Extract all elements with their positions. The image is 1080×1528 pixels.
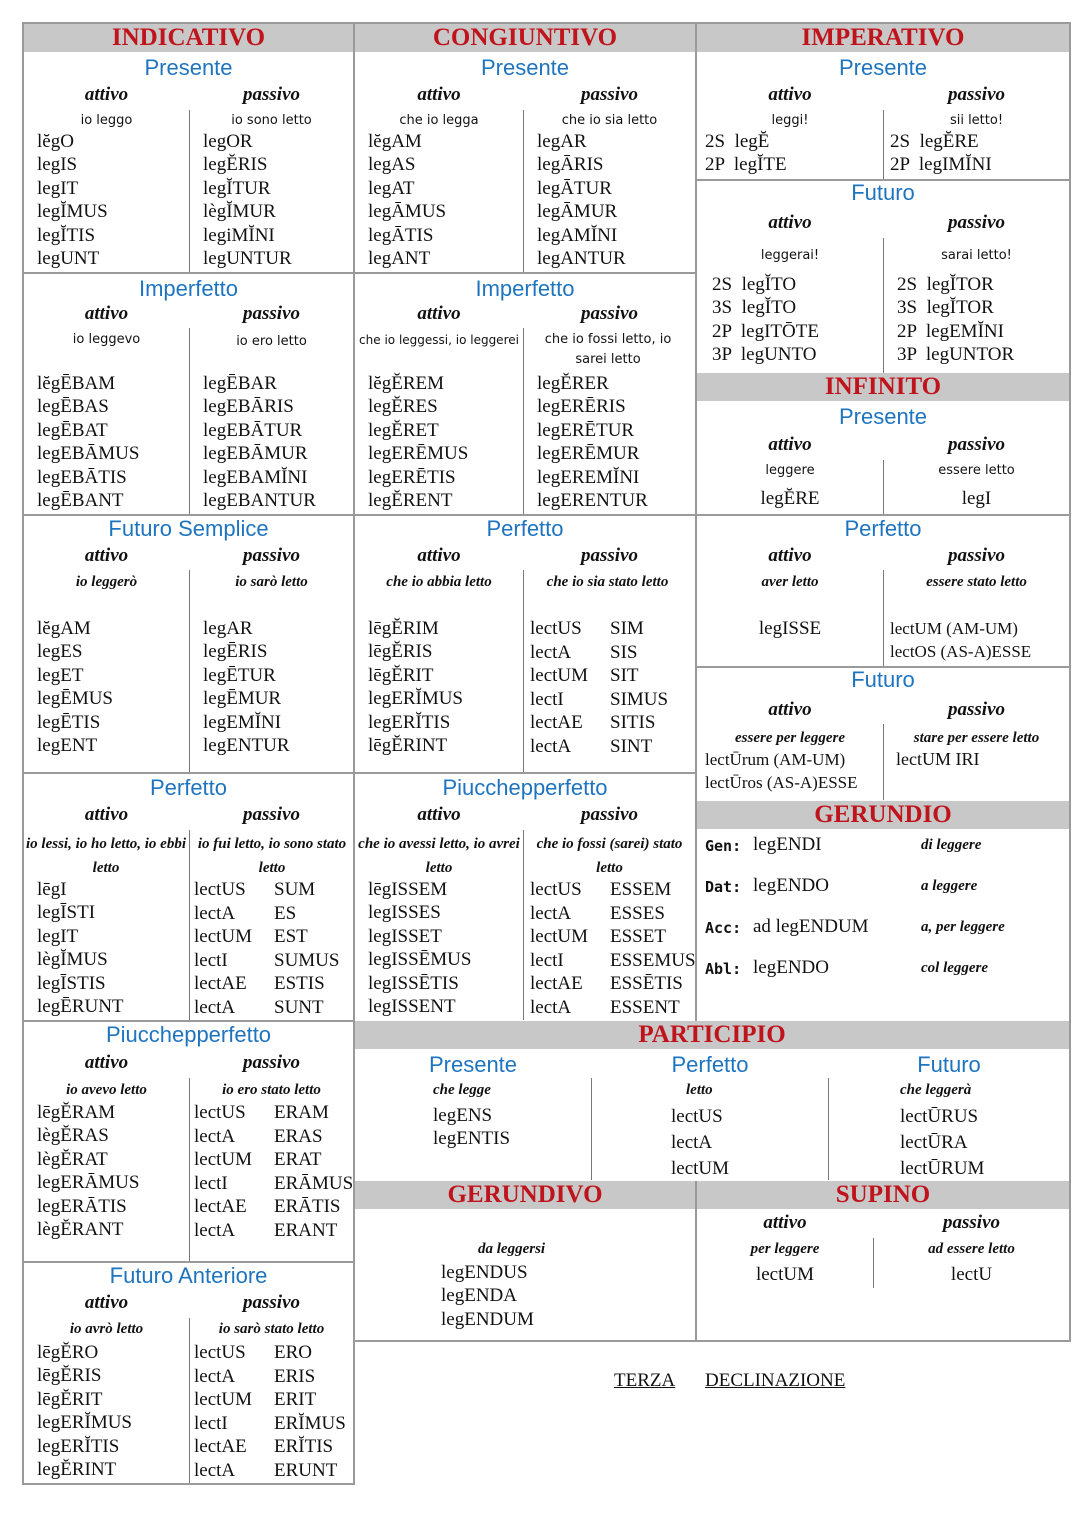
imp-fut-tr-a: leggerai! <box>760 248 820 263</box>
label-attivo: attivo <box>768 699 812 720</box>
ind-ppf-attivo: lēgĔRAM lègĔRAS lègĔRAT legERĀMUS legERĀTIS lègĔRANT <box>37 1102 140 1241</box>
passive-row <box>194 1195 353 1219</box>
passive-row <box>530 711 668 735</box>
part-pres-forms: legENS legENTIS <box>433 1105 511 1150</box>
label-attivo: attivo <box>84 303 129 324</box>
label-passivo: passivo <box>581 303 638 324</box>
cong-ppf-attivo: lēgISSEM legISSES legISSET legISSĒMUS legISSĒTIS legISSENT <box>368 879 472 1018</box>
footer-word-terza: TERZA <box>614 1370 676 1391</box>
inf-fut-passivo: lectUM IRI <box>896 749 980 769</box>
case-label: Gen: <box>705 837 742 855</box>
participle: lectA <box>194 996 236 1018</box>
participle: lectUS <box>194 1342 246 1363</box>
label-attivo: attivo <box>417 84 461 105</box>
gerundio-row <box>705 916 1065 957</box>
ind-fut-title: Futuro Semplice <box>108 516 269 541</box>
label-passivo: passivo <box>581 804 638 825</box>
ind-impf-title: Imperfetto <box>138 276 239 301</box>
passive-row <box>194 972 339 996</box>
supino-tr-a: per leggere <box>750 1241 820 1257</box>
participle: lectAE <box>530 712 583 733</box>
participle: lectI <box>530 688 564 710</box>
label-attivo: attivo <box>768 545 812 566</box>
auxiliary: ESSEMUS <box>610 949 696 971</box>
gerundio-row <box>705 957 1065 998</box>
cong-pres-title: Presente <box>480 55 570 80</box>
passive-row <box>530 688 668 712</box>
auxiliary: ESSES <box>610 902 665 924</box>
imp-fut-title: Futuro <box>851 180 915 205</box>
participle: lectA <box>194 1125 236 1147</box>
header-supino: SUPINO <box>697 1181 1069 1209</box>
label-attivo: attivo <box>84 84 129 105</box>
passive-row <box>530 664 668 688</box>
header-infinito: INFINITO <box>697 373 1069 401</box>
auxiliary: SITIS <box>610 712 656 733</box>
label-attivo: attivo <box>768 84 812 105</box>
cong-pres-passivo: legAR legĀRIS legĀTUR legĀMUR legAMĬNI legANTUR <box>537 131 626 270</box>
ind-fut-tr-p: io sarò letto <box>235 574 308 590</box>
passive-row <box>194 902 339 926</box>
imp-pres-tr-p: sii letto! <box>949 113 1004 128</box>
label-passivo: passivo <box>243 303 300 324</box>
label-passivo: passivo <box>243 545 300 566</box>
ind-ppf-tr-a: io avevo letto <box>66 1082 147 1098</box>
ind-ppf-passivo <box>194 1101 353 1242</box>
ind-fut-passivo: legAR legĒRIS legĒTUR legĒMUR legEMĬNI legENTUR <box>203 618 290 757</box>
auxiliary: SIS <box>610 641 638 663</box>
gerundio-translation: a leggere <box>921 878 978 894</box>
participle: lectUM <box>194 1389 253 1410</box>
inf-pres-attivo: legĔRE <box>760 488 820 509</box>
participle: lectUS <box>194 1102 246 1123</box>
participle: lectUM <box>530 665 589 686</box>
auxiliary: EST <box>274 926 308 947</box>
label-attivo: attivo <box>417 804 461 825</box>
header-gerundio: GERUNDIO <box>697 801 1069 829</box>
passive-row <box>530 972 696 996</box>
auxiliary: ERAS <box>274 1125 323 1147</box>
label-passivo: passivo <box>948 212 1005 233</box>
inf-fut-attivo: lectŪrum (AM-UM) lectŪros (AS-A)ESSE <box>705 750 858 793</box>
participle: lectAE <box>530 973 583 994</box>
auxiliary: SUMUS <box>274 949 340 971</box>
inf-perf-passivo: lectUM (AM-UM) lectOS (AS-A)ESSE <box>890 619 1032 662</box>
participle: lectUM <box>194 926 253 947</box>
divider <box>695 1181 697 1341</box>
cong-perf-passivo <box>530 617 668 758</box>
case-label: Acc: <box>705 919 742 937</box>
imp-pres-attivo: 2S legĔ 2P legĬTE <box>705 131 787 176</box>
ind-pres-attivo: lĕgO legIS legIT legĬMUS legĬTIS legUNT <box>37 131 108 270</box>
auxiliary: SIMUS <box>610 688 669 710</box>
label-attivo: attivo <box>417 303 461 324</box>
auxiliary: ESSEM <box>610 879 672 900</box>
participle: lectI <box>194 949 228 971</box>
imp-fut-attivo: 2S legĬTO 3S legĬTO 2P legITŌTE 3P legUNTO <box>712 274 819 366</box>
ind-futant-passivo <box>194 1341 346 1482</box>
passive-row <box>530 878 696 902</box>
label-attivo: attivo <box>768 212 812 233</box>
imp-pres-passivo: 2S legĔRE 2P legIMĬNI <box>890 131 992 176</box>
inf-fut-tr-p: stare per essere letto <box>913 730 1040 746</box>
ind-impf-attivo: lĕgĒBAM legĒBAS legĒBAT legEBĀMUS legEBĀTIS legĒBANT <box>37 373 140 512</box>
label-passivo: passivo <box>948 434 1005 455</box>
ind-futant-attivo: lēgĔRO lēgĔRIS lēgĔRIT legERĬMUS legERĬTIS legĔRINT <box>37 1342 132 1481</box>
participle: lectAE <box>194 1196 247 1217</box>
imp-pres-title: Presente <box>838 55 928 80</box>
label-passivo: passivo <box>948 545 1005 566</box>
label-passivo: passivo <box>581 84 638 105</box>
part-perf-forms: lectUS lectA lectUM <box>671 1106 730 1179</box>
inf-perf-tr-p: essere stato letto <box>926 574 1027 590</box>
passive-row <box>194 949 339 973</box>
participle: lectUM <box>194 1149 253 1170</box>
gerundio-form: legENDO <box>753 875 829 896</box>
participle: lectA <box>530 902 572 924</box>
auxiliary: SUM <box>274 879 316 900</box>
ind-impf-tr-a: io leggevo <box>72 332 141 347</box>
cong-ppf-tr-p: che io fossi (sarei) stato letto <box>536 836 683 876</box>
cong-impf-attivo: lĕgĔREM legĔRES legĔRET legERĒMUS legERĒTIS legĔRENT <box>368 373 469 512</box>
gerundio-translation: col leggere <box>921 960 989 976</box>
passive-row <box>194 925 339 949</box>
cong-impf-tr-a: che io leggessi, io leggerei <box>359 333 519 347</box>
ind-impf-tr-p: io ero letto <box>236 334 307 349</box>
passive-row <box>194 1172 353 1196</box>
cong-perf-tr-a: che io abbia letto <box>386 574 492 590</box>
ind-pres-title: Presente <box>144 55 233 80</box>
auxiliary: ERĬMUS <box>274 1412 346 1434</box>
label-attivo: attivo <box>84 1292 129 1313</box>
cong-pres-tr-p: che io sia letto <box>561 113 658 128</box>
auxiliary: ERĀTIS <box>274 1196 341 1217</box>
inf-pres-tr-p: essere letto <box>938 463 1015 478</box>
ind-pres-tr-a: io leggo <box>80 113 133 128</box>
gerundivo-tr: da leggersi <box>478 1241 546 1257</box>
passive-row <box>530 902 696 926</box>
imp-pres-tr-a: leggi! <box>771 113 809 128</box>
participle: lectUM <box>530 926 589 947</box>
header-participio: PARTICIPIO <box>355 1021 1069 1049</box>
label-passivo: passivo <box>243 804 300 825</box>
cong-ppf-title: Piucchepperfetto <box>442 775 608 800</box>
auxiliary: ESSENT <box>610 996 680 1018</box>
ind-perf-attivo: lēgI legĪSTI legIT lègĬMUS legĪSTIS legĒRUNT <box>37 879 124 1018</box>
auxiliary: ERANT <box>274 1219 338 1241</box>
passive-row <box>530 617 668 641</box>
passive-row <box>194 996 339 1020</box>
gerundio-row <box>705 875 1065 916</box>
ind-impf-passivo: legĒBAR legEBĀRIS legEBĀTUR legEBĀMUR legEBAMĬNI legEBANTUR <box>203 373 316 512</box>
case-label: Abl: <box>705 960 742 978</box>
label-passivo: passivo <box>581 545 638 566</box>
passive-row <box>194 1365 346 1389</box>
header-congiuntivo: CONGIUNTIVO <box>355 24 695 52</box>
auxiliary: ERIT <box>274 1389 317 1410</box>
header-indicativo: INDICATIVO <box>24 24 353 52</box>
gerundio-translation: a, per leggere <box>921 919 1005 935</box>
inf-perf-attivo: legISSE <box>758 618 822 639</box>
cong-pres-attivo: lĕgAM legAS legAT legĀMUS legĀTIS legANT <box>368 131 447 270</box>
participle: lectUS <box>530 618 582 639</box>
participle: lectA <box>530 641 572 663</box>
ind-perf-tr-a: io lessi, io ho letto, io ebbi letto <box>26 836 186 876</box>
label-attivo: attivo <box>84 1052 129 1073</box>
cong-perf-tr-p: che io sia stato letto <box>546 574 669 590</box>
participle: lectI <box>194 1172 228 1194</box>
ind-fut-tr-a: io leggerò <box>75 574 138 590</box>
supino-attivo: lectUM <box>755 1264 815 1285</box>
label-passivo: passivo <box>948 699 1005 720</box>
participle: lectI <box>194 1412 228 1434</box>
inf-fut-title: Futuro <box>851 667 915 692</box>
passive-row <box>530 996 696 1020</box>
inf-perf-title: Perfetto <box>844 516 922 541</box>
label-passivo: passivo <box>243 84 300 105</box>
part-fut-title: Futuro <box>917 1052 981 1077</box>
auxiliary: ES <box>274 902 297 924</box>
ind-futant-tr-a: io avrò letto <box>69 1321 144 1337</box>
auxiliary: ERĀMUS <box>274 1172 354 1194</box>
gerundio-form: legENDO <box>753 957 829 978</box>
part-fut-tr: che leggerà <box>900 1082 972 1098</box>
passive-row <box>194 1459 346 1483</box>
passive-row <box>194 1341 346 1365</box>
cong-impf-title: Imperfetto <box>475 276 575 301</box>
inf-pres-tr-a: leggere <box>765 463 815 478</box>
label-attivo: attivo <box>417 545 461 566</box>
supino-passivo: lectU <box>950 1264 993 1285</box>
part-fut-forms: lectŪRUS lectŪRA lectŪRUM <box>900 1106 985 1179</box>
part-pres-title: Presente <box>428 1052 518 1077</box>
auxiliary: ESSĒTIS <box>610 973 683 994</box>
auxiliary: ERĬTIS <box>274 1436 334 1457</box>
label-attivo: attivo <box>763 1212 807 1233</box>
participle: lectA <box>194 902 236 924</box>
label-attivo: attivo <box>84 545 129 566</box>
passive-row <box>194 1125 353 1149</box>
passive-row <box>194 878 339 902</box>
passive-row <box>194 1101 353 1125</box>
auxiliary: ESSET <box>610 926 666 947</box>
cong-perf-title: Perfetto <box>486 516 564 541</box>
ind-perf-title: Perfetto <box>149 775 228 800</box>
imp-fut-passivo: 2S legĬTOR 3S legĬTOR 2P legEMĬNI 3P legUNTOR <box>897 274 1015 366</box>
footer-word-declinazione: DECLINAZIONE <box>705 1370 846 1391</box>
auxiliary: ESTIS <box>274 973 325 994</box>
cong-pres-tr-a: che io legga <box>399 113 479 128</box>
passive-row <box>530 925 696 949</box>
cong-ppf-passivo <box>530 878 696 1019</box>
participle: lectA <box>530 735 572 757</box>
gerundio-form: legENDI <box>753 834 822 855</box>
auxiliary: ERAT <box>274 1149 322 1170</box>
participle: lectA <box>194 1459 236 1481</box>
ind-fut-attivo: lĕgAM legES legET legĒMUS legĒTIS legENT <box>37 618 113 757</box>
passive-row <box>530 735 668 759</box>
participle: lectA <box>194 1365 236 1387</box>
label-passivo: passivo <box>943 1212 1000 1233</box>
part-pres-tr: che legge <box>433 1082 491 1098</box>
label-passivo: passivo <box>243 1052 300 1073</box>
inf-fut-tr-a: essere per leggere <box>735 730 845 746</box>
gerundio-translation: di leggere <box>921 837 982 853</box>
participle: lectAE <box>194 973 247 994</box>
passive-row <box>530 641 668 665</box>
gerundio-table <box>705 834 1065 998</box>
gerundio-row <box>705 834 1065 875</box>
auxiliary: ERIS <box>274 1365 316 1387</box>
cong-impf-tr-p: che io fossi letto, io sarei letto <box>544 332 672 367</box>
header-imperativo: IMPERATIVO <box>697 24 1069 52</box>
passive-row <box>194 1435 346 1459</box>
header-gerundivo: GERUNDIVO <box>355 1181 695 1209</box>
ind-pres-tr-p: io sono letto <box>231 113 312 128</box>
ind-perf-passivo <box>194 878 339 1019</box>
passive-row <box>194 1148 353 1172</box>
ind-futant-title: Futuro Anteriore <box>109 1263 268 1288</box>
participle: lectA <box>194 1219 236 1241</box>
participle: lectAE <box>194 1436 247 1457</box>
supino-tr-p: ad essere letto <box>928 1241 1015 1257</box>
gerundivo-forms: legENDUS legENDA legENDUM <box>441 1262 534 1330</box>
passive-row <box>530 949 696 973</box>
gerundio-form: ad legENDUM <box>753 916 869 937</box>
ind-ppf-title: Piucchepperfetto <box>105 1022 272 1047</box>
case-label: Dat: <box>705 878 742 896</box>
ind-ppf-tr-p: io ero stato letto <box>222 1082 321 1098</box>
cong-ppf-tr-a: che io avessi letto, io avrei letto <box>358 836 520 876</box>
participle: lectUS <box>530 879 582 900</box>
participle: lectA <box>530 996 572 1018</box>
auxiliary: SIM <box>610 618 644 639</box>
imp-fut-tr-p: sarai letto! <box>941 248 1012 263</box>
ind-futant-tr-p: io sarò stato letto <box>218 1321 325 1337</box>
auxiliary: ERAM <box>274 1102 329 1123</box>
inf-pres-title: Presente <box>838 404 928 429</box>
part-perf-title: Perfetto <box>671 1052 749 1077</box>
auxiliary: SIT <box>610 665 639 686</box>
participle: lectI <box>530 949 564 971</box>
passive-row <box>194 1388 346 1412</box>
inf-pres-passivo: legI <box>961 488 992 509</box>
auxiliary: ERO <box>274 1342 312 1363</box>
inf-perf-tr-a: aver letto <box>761 574 819 590</box>
label-attivo: attivo <box>84 804 129 825</box>
auxiliary: ERUNT <box>274 1459 338 1481</box>
passive-row <box>194 1412 346 1436</box>
label-passivo: passivo <box>948 84 1005 105</box>
cong-perf-attivo: lēgĔRIM lēgĔRIS lēgĔRIT legERĬMUS legERĬTIS lēgĔRINT <box>368 618 463 757</box>
ind-pres-passivo: legOR legĔRIS legĬTUR lègĬMUR legiMĬNI legUNTUR <box>203 131 292 270</box>
part-perf-tr: letto <box>686 1082 713 1098</box>
ind-perf-tr-p: io fui letto, io sono stato letto <box>197 836 347 876</box>
passive-row <box>194 1219 353 1243</box>
label-attivo: attivo <box>768 434 812 455</box>
auxiliary: SINT <box>610 735 653 757</box>
cong-impf-passivo: legĔRER legERĒRIS legERĒTUR legERĒMUR legEREMĬNI legERENTUR <box>537 373 648 512</box>
participle: lectUS <box>194 879 246 900</box>
auxiliary: SUNT <box>274 996 324 1018</box>
label-passivo: passivo <box>243 1292 300 1313</box>
